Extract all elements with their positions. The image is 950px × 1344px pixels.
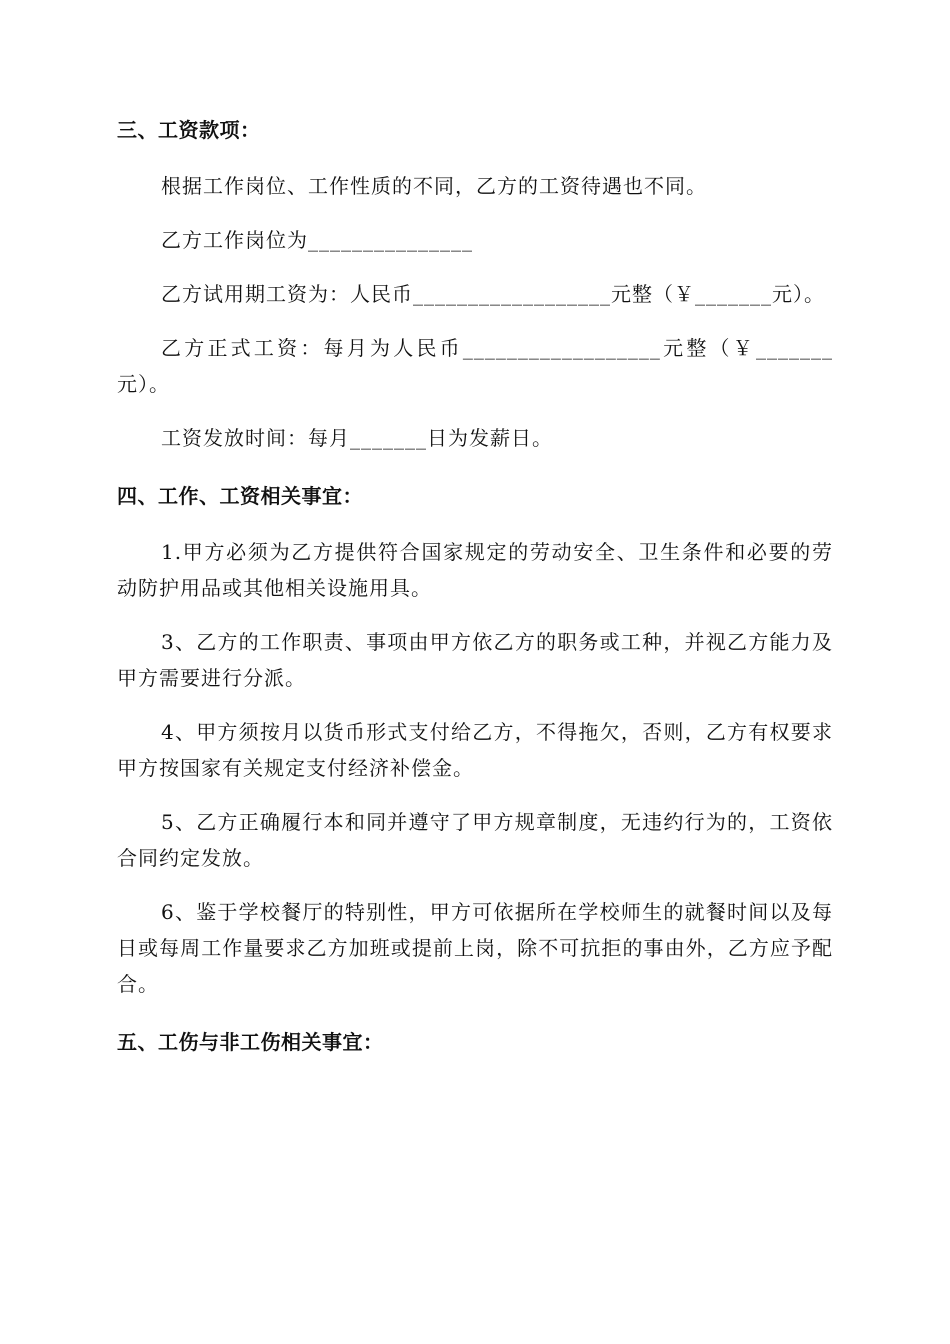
section-4-item: 5、乙方正确履行本和同并遵守了甲方规章制度，无违约行为的，工资依合同约定发放。	[117, 810, 833, 870]
section-3-paragraph-4: 乙方正式工资：每月为人民币__________________元整（￥_______元）。	[117, 336, 833, 396]
document-body	[117, 112, 833, 1060]
section-3-paragraph-1: 根据工作岗位、工作性质的不同，乙方的工资待遇也不同。	[161, 174, 707, 198]
section-5-heading: 五、工伤与非工伤相关事宜：	[117, 1030, 384, 1054]
section-4-item: 4、甲方须按月以货币形式支付给乙方，不得拖欠，否则，乙方有权要求甲方按国家有关规定支付经济补偿金。	[117, 720, 833, 780]
section-3-paragraph-2: 乙方工作岗位为_______________	[161, 228, 473, 252]
section-3-paragraph-5: 工资发放时间：每月_______日为发薪日。	[161, 426, 553, 450]
section-4-item: 6、鉴于学校餐厅的特别性，甲方可依据所在学校师生的就餐时间以及每日或每周工作量要求乙方加班或提前上岗，除不可抗拒的事由外，乙方应予配合。	[117, 900, 833, 996]
section-4-item: 3、乙方的工作职责、事项由甲方依乙方的职务或工种，并视乙方能力及甲方需要进行分派。	[117, 630, 833, 690]
section-3-paragraph-3: 乙方试用期工资为：人民币__________________元整（￥_______元）。	[161, 282, 825, 306]
section-3-heading: 三、工资款项：	[117, 118, 261, 142]
section-4-item: 1.甲方必须为乙方提供符合国家规定的劳动安全、卫生条件和必要的劳动防护用品或其他相关设施用具。	[117, 540, 833, 600]
section-4-heading: 四、工作、工资相关事宜：	[117, 484, 363, 508]
